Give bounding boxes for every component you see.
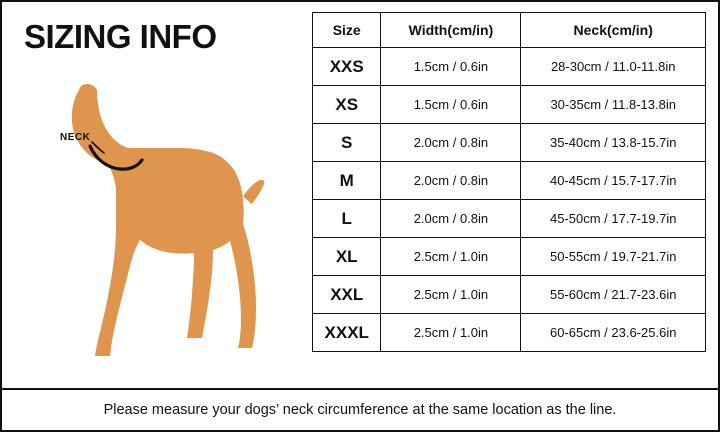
neck-label: NECK xyxy=(60,132,91,143)
table-header-row xyxy=(313,13,706,48)
dog-silhouette-icon xyxy=(16,76,306,366)
size-table xyxy=(312,12,706,352)
table-row xyxy=(313,86,706,124)
cell-neck: 60-65cm / 23.6-25.6in xyxy=(521,314,706,352)
cell-width: 2.0cm / 0.8in xyxy=(381,124,521,162)
cell-size: S xyxy=(313,124,381,162)
cell-size: XXL xyxy=(313,276,381,314)
table-row xyxy=(313,238,706,276)
table-row xyxy=(313,162,706,200)
cell-width: 2.5cm / 1.0in xyxy=(381,276,521,314)
cell-size: XXS xyxy=(313,48,381,86)
table-row xyxy=(313,48,706,86)
cell-width: 2.5cm / 1.0in xyxy=(381,314,521,352)
table-row xyxy=(313,276,706,314)
cell-size: XXXL xyxy=(313,314,381,352)
cell-size: XS xyxy=(313,86,381,124)
size-table-panel xyxy=(308,2,718,430)
measurement-note: Please measure your dogs’ neck circumference at the same location as the line. xyxy=(103,402,617,418)
column-header-neck: Neck(cm/in) xyxy=(521,13,706,48)
column-header-width: Width(cm/in) xyxy=(381,13,521,48)
cell-neck: 40-45cm / 15.7-17.7in xyxy=(521,162,706,200)
dog-illustration xyxy=(16,76,306,366)
cell-size: L xyxy=(313,200,381,238)
card-content xyxy=(2,2,718,430)
cell-width: 2.0cm / 0.8in xyxy=(381,200,521,238)
footer-bar xyxy=(2,388,718,430)
cell-size: M xyxy=(313,162,381,200)
cell-neck: 55-60cm / 21.7-23.6in xyxy=(521,276,706,314)
table-row xyxy=(313,314,706,352)
cell-width: 2.0cm / 0.8in xyxy=(381,162,521,200)
table-row xyxy=(313,124,706,162)
cell-neck: 45-50cm / 17.7-19.7in xyxy=(521,200,706,238)
cell-neck: 28-30cm / 11.0-11.8in xyxy=(521,48,706,86)
cell-width: 1.5cm / 0.6in xyxy=(381,86,521,124)
table-row xyxy=(313,200,706,238)
cell-width: 1.5cm / 0.6in xyxy=(381,48,521,86)
column-header-size: Size xyxy=(313,13,381,48)
illustration-panel xyxy=(2,2,308,430)
cell-neck: 50-55cm / 19.7-21.7in xyxy=(521,238,706,276)
cell-neck: 30-35cm / 11.8-13.8in xyxy=(521,86,706,124)
cell-neck: 35-40cm / 13.8-15.7in xyxy=(521,124,706,162)
cell-size: XL xyxy=(313,238,381,276)
page-title: SIZING INFO xyxy=(24,18,217,55)
cell-width: 2.5cm / 1.0in xyxy=(381,238,521,276)
